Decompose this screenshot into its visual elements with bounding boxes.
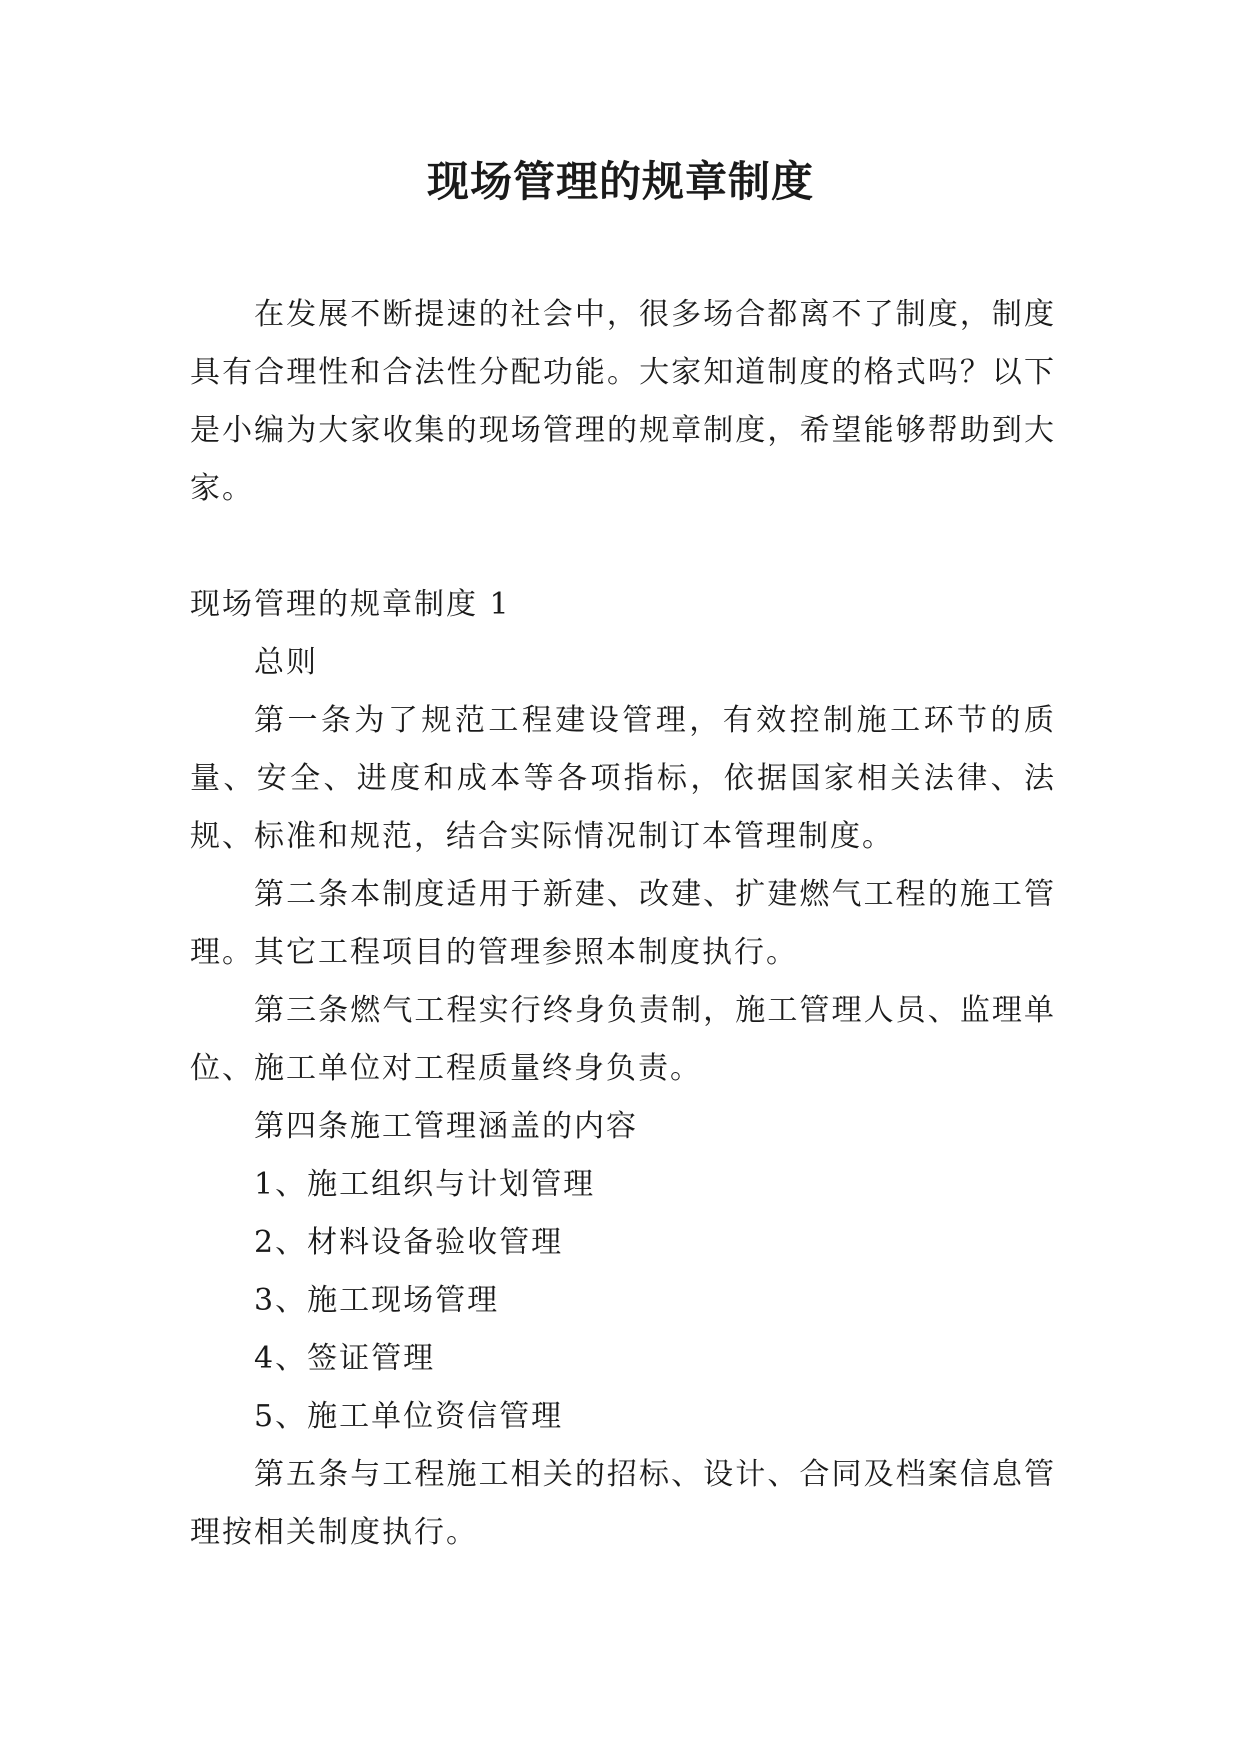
subheading-general: 总则 <box>254 645 318 680</box>
list-item: 4、签证管理 <box>254 1341 436 1376</box>
intro-paragraph: 在发展不断提速的社会中，很多场合都离不了制度，制度具有合理性和合法性分配功能。大家知道制度的格式吗？以下是小编为大家收集的现场管理的规章制度，希望能够帮助到大家。 <box>190 297 1056 506</box>
section-heading: 现场管理的规章制度 1 <box>190 587 511 622</box>
article-4: 第四条施工管理涵盖的内容 <box>254 1109 638 1144</box>
article-3: 第三条燃气工程实行终身负责制，施工管理人员、监理单位、施工单位对工程质量终身负责。 <box>190 993 1056 1086</box>
list-item: 1、施工组织与计划管理 <box>254 1167 596 1202</box>
article-1: 第一条为了规范工程建设管理，有效控制施工环节的质量、安全、进度和成本等各项指标，依据国家相关法律、法规、标准和规范，结合实际情况制订本管理制度。 <box>190 703 1056 854</box>
article-5: 第五条与工程施工相关的招标、设计、合同及档案信息管理按相关制度执行。 <box>190 1457 1056 1550</box>
list-item: 5、施工单位资信管理 <box>254 1399 564 1434</box>
article-2: 第二条本制度适用于新建、改建、扩建燃气工程的施工管理。其它工程项目的管理参照本制度执行。 <box>190 877 1056 970</box>
list-item: 3、施工现场管理 <box>254 1283 500 1318</box>
document-title: 现场管理的规章制度 <box>426 157 814 206</box>
list-item: 2、材料设备验收管理 <box>254 1225 564 1260</box>
document-body <box>190 286 1056 1562</box>
